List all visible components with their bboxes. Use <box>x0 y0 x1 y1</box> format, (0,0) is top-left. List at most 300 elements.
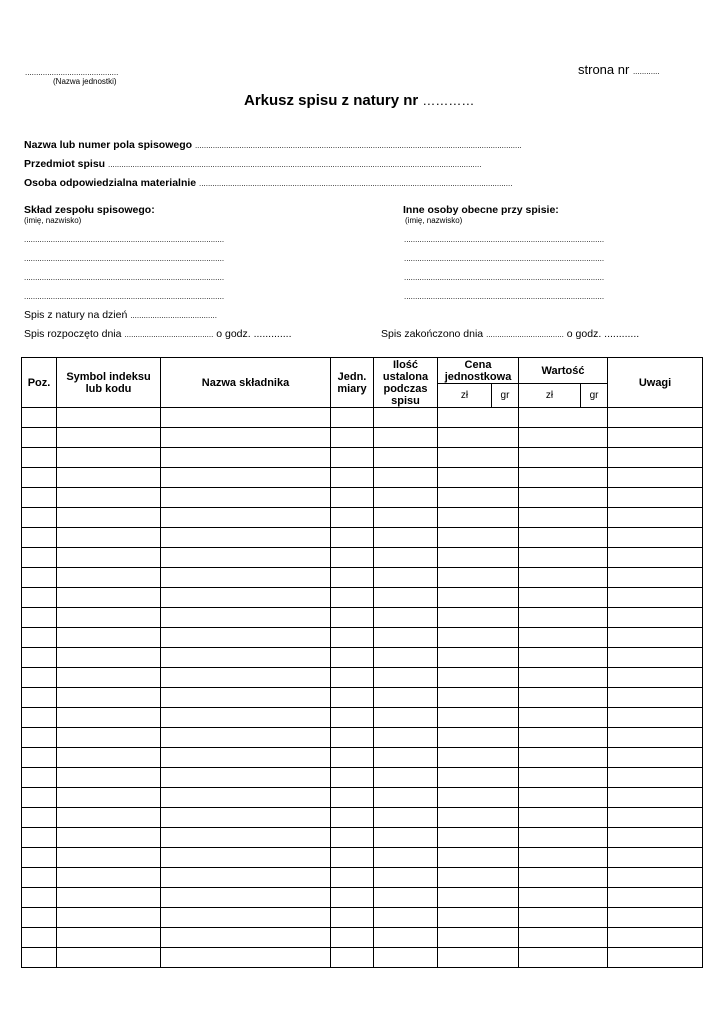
cell-poz[interactable] <box>22 888 57 908</box>
cell-nazwa[interactable] <box>161 628 331 648</box>
cell-nazwa[interactable] <box>161 768 331 788</box>
cell-poz[interactable] <box>22 608 57 628</box>
cell-nazwa[interactable] <box>161 448 331 468</box>
cell-jedn[interactable] <box>331 828 374 848</box>
cell-cena-gr[interactable] <box>492 868 519 888</box>
cell-nazwa[interactable] <box>161 488 331 508</box>
cell-ilosc[interactable] <box>374 468 438 488</box>
field-osoba-odpowiedzialna[interactable] <box>24 177 512 189</box>
cell-nazwa[interactable] <box>161 688 331 708</box>
cell-ilosc[interactable] <box>374 488 438 508</box>
cell-wartosc-zl[interactable] <box>519 908 581 928</box>
spis-na-dzien-dots[interactable]: ....................................... <box>130 311 217 320</box>
cell-uwagi[interactable] <box>608 788 703 808</box>
page-number-dots[interactable]: ............ <box>632 67 660 76</box>
cell-wartosc-gr[interactable] <box>581 448 608 468</box>
cell-cena-zl[interactable] <box>438 688 492 708</box>
cell-jedn[interactable] <box>331 488 374 508</box>
cell-cena-gr[interactable] <box>492 648 519 668</box>
cell-poz[interactable] <box>22 588 57 608</box>
spis-na-dzien[interactable] <box>24 309 217 321</box>
cell-nazwa[interactable] <box>161 788 331 808</box>
cell-ilosc[interactable] <box>374 908 438 928</box>
cell-cena-gr[interactable] <box>492 568 519 588</box>
cell-uwagi[interactable] <box>608 408 703 428</box>
cell-uwagi[interactable] <box>608 808 703 828</box>
cell-jedn[interactable] <box>331 408 374 428</box>
cell-poz[interactable] <box>22 688 57 708</box>
cell-poz[interactable] <box>22 568 57 588</box>
spis-rozpoczeto[interactable] <box>24 328 292 340</box>
cell-wartosc-zl[interactable] <box>519 528 581 548</box>
cell-symbol[interactable] <box>57 708 161 728</box>
cell-wartosc-gr[interactable] <box>581 668 608 688</box>
cell-wartosc-gr[interactable] <box>581 808 608 828</box>
cell-wartosc-zl[interactable] <box>519 648 581 668</box>
cell-nazwa[interactable] <box>161 708 331 728</box>
cell-wartosc-gr[interactable] <box>581 428 608 448</box>
cell-cena-gr[interactable] <box>492 728 519 748</box>
cell-cena-gr[interactable] <box>492 668 519 688</box>
cell-jedn[interactable] <box>331 728 374 748</box>
cell-poz[interactable] <box>22 628 57 648</box>
cell-nazwa[interactable] <box>161 748 331 768</box>
cell-jedn[interactable] <box>331 848 374 868</box>
cell-wartosc-zl[interactable] <box>519 748 581 768</box>
cell-nazwa[interactable] <box>161 808 331 828</box>
cell-uwagi[interactable] <box>608 908 703 928</box>
cell-wartosc-zl[interactable] <box>519 728 581 748</box>
cell-cena-gr[interactable] <box>492 608 519 628</box>
cell-nazwa[interactable] <box>161 728 331 748</box>
cell-uwagi[interactable] <box>608 428 703 448</box>
cell-nazwa[interactable] <box>161 948 331 968</box>
cell-ilosc[interactable] <box>374 728 438 748</box>
cell-cena-gr[interactable] <box>492 528 519 548</box>
spis-zakonczono-godz[interactable]: o godz. ............ <box>566 328 640 340</box>
cell-jedn[interactable] <box>331 808 374 828</box>
cell-jedn[interactable] <box>331 708 374 728</box>
cell-jedn[interactable] <box>331 688 374 708</box>
cell-cena-gr[interactable] <box>492 408 519 428</box>
cell-poz[interactable] <box>22 508 57 528</box>
cell-cena-gr[interactable] <box>492 548 519 568</box>
cell-uwagi[interactable] <box>608 688 703 708</box>
cell-cena-zl[interactable] <box>438 728 492 748</box>
cell-poz[interactable] <box>22 668 57 688</box>
unit-name-dots[interactable]: .......................................... <box>25 68 119 77</box>
cell-uwagi[interactable] <box>608 708 703 728</box>
sklad-line-2[interactable]: .......................................................................................... <box>24 254 225 263</box>
cell-cena-zl[interactable] <box>438 788 492 808</box>
cell-wartosc-gr[interactable] <box>581 868 608 888</box>
cell-symbol[interactable] <box>57 948 161 968</box>
cell-poz[interactable] <box>22 868 57 888</box>
cell-cena-zl[interactable] <box>438 448 492 468</box>
cell-jedn[interactable] <box>331 608 374 628</box>
cell-wartosc-gr[interactable] <box>581 548 608 568</box>
cell-wartosc-zl[interactable] <box>519 608 581 628</box>
title-number-dots[interactable]: ………… <box>422 93 475 108</box>
cell-wartosc-zl[interactable] <box>519 488 581 508</box>
sklad-line-4[interactable]: .......................................................................................... <box>24 292 225 301</box>
cell-poz[interactable] <box>22 848 57 868</box>
cell-poz[interactable] <box>22 908 57 928</box>
cell-ilosc[interactable] <box>374 708 438 728</box>
field-przedmiot-spisu[interactable] <box>24 158 481 170</box>
cell-wartosc-gr[interactable] <box>581 828 608 848</box>
cell-wartosc-zl[interactable] <box>519 508 581 528</box>
cell-wartosc-gr[interactable] <box>581 768 608 788</box>
cell-cena-zl[interactable] <box>438 708 492 728</box>
cell-symbol[interactable] <box>57 488 161 508</box>
cell-poz[interactable] <box>22 748 57 768</box>
cell-nazwa[interactable] <box>161 828 331 848</box>
cell-ilosc[interactable] <box>374 928 438 948</box>
field-pole-dots[interactable]: ................................................................................................................................................... <box>194 141 522 150</box>
cell-cena-gr[interactable] <box>492 788 519 808</box>
cell-cena-zl[interactable] <box>438 528 492 548</box>
sklad-line-3[interactable]: .......................................................................................... <box>24 273 225 282</box>
cell-nazwa[interactable] <box>161 468 331 488</box>
cell-jedn[interactable] <box>331 788 374 808</box>
cell-cena-gr[interactable] <box>492 468 519 488</box>
cell-nazwa[interactable] <box>161 588 331 608</box>
cell-symbol[interactable] <box>57 408 161 428</box>
cell-symbol[interactable] <box>57 548 161 568</box>
cell-wartosc-zl[interactable] <box>519 408 581 428</box>
cell-poz[interactable] <box>22 788 57 808</box>
cell-ilosc[interactable] <box>374 808 438 828</box>
cell-wartosc-zl[interactable] <box>519 668 581 688</box>
cell-jedn[interactable] <box>331 888 374 908</box>
field-przedmiot-dots[interactable]: ........................................................................................................................................................................ <box>108 160 482 169</box>
cell-uwagi[interactable] <box>608 728 703 748</box>
cell-nazwa[interactable] <box>161 528 331 548</box>
cell-poz[interactable] <box>22 728 57 748</box>
cell-poz[interactable] <box>22 408 57 428</box>
cell-symbol[interactable] <box>57 528 161 548</box>
cell-jedn[interactable] <box>331 928 374 948</box>
spis-zakonczono-dots[interactable]: ................................... <box>486 330 564 339</box>
cell-nazwa[interactable] <box>161 868 331 888</box>
cell-ilosc[interactable] <box>374 668 438 688</box>
cell-cena-gr[interactable] <box>492 628 519 648</box>
cell-nazwa[interactable] <box>161 568 331 588</box>
cell-cena-gr[interactable] <box>492 828 519 848</box>
cell-cena-zl[interactable] <box>438 648 492 668</box>
cell-symbol[interactable] <box>57 508 161 528</box>
cell-wartosc-zl[interactable] <box>519 788 581 808</box>
cell-ilosc[interactable] <box>374 788 438 808</box>
cell-cena-zl[interactable] <box>438 768 492 788</box>
cell-ilosc[interactable] <box>374 508 438 528</box>
cell-cena-gr[interactable] <box>492 768 519 788</box>
cell-symbol[interactable] <box>57 648 161 668</box>
cell-wartosc-gr[interactable] <box>581 888 608 908</box>
cell-wartosc-gr[interactable] <box>581 748 608 768</box>
cell-wartosc-zl[interactable] <box>519 848 581 868</box>
cell-ilosc[interactable] <box>374 428 438 448</box>
cell-wartosc-zl[interactable] <box>519 568 581 588</box>
cell-nazwa[interactable] <box>161 428 331 448</box>
cell-ilosc[interactable] <box>374 448 438 468</box>
cell-cena-gr[interactable] <box>492 888 519 908</box>
cell-cena-zl[interactable] <box>438 588 492 608</box>
cell-nazwa[interactable] <box>161 648 331 668</box>
cell-jedn[interactable] <box>331 868 374 888</box>
cell-ilosc[interactable] <box>374 688 438 708</box>
cell-symbol[interactable] <box>57 808 161 828</box>
cell-wartosc-zl[interactable] <box>519 888 581 908</box>
cell-jedn[interactable] <box>331 468 374 488</box>
cell-jedn[interactable] <box>331 908 374 928</box>
cell-poz[interactable] <box>22 648 57 668</box>
cell-ilosc[interactable] <box>374 948 438 968</box>
cell-wartosc-zl[interactable] <box>519 628 581 648</box>
cell-uwagi[interactable] <box>608 748 703 768</box>
cell-jedn[interactable] <box>331 528 374 548</box>
cell-symbol[interactable] <box>57 568 161 588</box>
cell-cena-zl[interactable] <box>438 828 492 848</box>
cell-poz[interactable] <box>22 808 57 828</box>
cell-cena-gr[interactable] <box>492 688 519 708</box>
cell-symbol[interactable] <box>57 928 161 948</box>
cell-jedn[interactable] <box>331 628 374 648</box>
cell-wartosc-zl[interactable] <box>519 768 581 788</box>
cell-cena-gr[interactable] <box>492 428 519 448</box>
cell-wartosc-gr[interactable] <box>581 408 608 428</box>
cell-poz[interactable] <box>22 428 57 448</box>
cell-jedn[interactable] <box>331 668 374 688</box>
cell-symbol[interactable] <box>57 668 161 688</box>
cell-cena-gr[interactable] <box>492 808 519 828</box>
cell-wartosc-zl[interactable] <box>519 468 581 488</box>
cell-symbol[interactable] <box>57 848 161 868</box>
cell-symbol[interactable] <box>57 748 161 768</box>
cell-cena-zl[interactable] <box>438 508 492 528</box>
cell-cena-zl[interactable] <box>438 948 492 968</box>
inne-line-2[interactable]: .......................................................................................... <box>404 254 605 263</box>
cell-uwagi[interactable] <box>608 928 703 948</box>
cell-ilosc[interactable] <box>374 628 438 648</box>
cell-symbol[interactable] <box>57 428 161 448</box>
cell-ilosc[interactable] <box>374 768 438 788</box>
cell-cena-gr[interactable] <box>492 848 519 868</box>
cell-wartosc-gr[interactable] <box>581 648 608 668</box>
cell-poz[interactable] <box>22 828 57 848</box>
cell-wartosc-gr[interactable] <box>581 908 608 928</box>
cell-uwagi[interactable] <box>608 508 703 528</box>
cell-poz[interactable] <box>22 548 57 568</box>
cell-wartosc-gr[interactable] <box>581 508 608 528</box>
cell-symbol[interactable] <box>57 628 161 648</box>
cell-jedn[interactable] <box>331 768 374 788</box>
cell-wartosc-zl[interactable] <box>519 828 581 848</box>
cell-cena-zl[interactable] <box>438 808 492 828</box>
cell-symbol[interactable] <box>57 728 161 748</box>
cell-cena-zl[interactable] <box>438 668 492 688</box>
cell-ilosc[interactable] <box>374 828 438 848</box>
cell-wartosc-zl[interactable] <box>519 688 581 708</box>
cell-wartosc-zl[interactable] <box>519 808 581 828</box>
cell-wartosc-gr[interactable] <box>581 928 608 948</box>
cell-symbol[interactable] <box>57 688 161 708</box>
cell-wartosc-zl[interactable] <box>519 928 581 948</box>
cell-cena-gr[interactable] <box>492 908 519 928</box>
cell-uwagi[interactable] <box>608 668 703 688</box>
cell-jedn[interactable] <box>331 428 374 448</box>
spis-zakonczono[interactable] <box>381 328 639 340</box>
cell-wartosc-gr[interactable] <box>581 608 608 628</box>
cell-wartosc-gr[interactable] <box>581 948 608 968</box>
cell-wartosc-gr[interactable] <box>581 728 608 748</box>
cell-symbol[interactable] <box>57 828 161 848</box>
cell-symbol[interactable] <box>57 908 161 928</box>
cell-wartosc-zl[interactable] <box>519 548 581 568</box>
cell-uwagi[interactable] <box>608 608 703 628</box>
cell-uwagi[interactable] <box>608 648 703 668</box>
cell-cena-zl[interactable] <box>438 548 492 568</box>
cell-wartosc-zl[interactable] <box>519 708 581 728</box>
cell-cena-gr[interactable] <box>492 588 519 608</box>
cell-symbol[interactable] <box>57 888 161 908</box>
cell-ilosc[interactable] <box>374 848 438 868</box>
cell-poz[interactable] <box>22 528 57 548</box>
cell-cena-zl[interactable] <box>438 888 492 908</box>
cell-uwagi[interactable] <box>608 888 703 908</box>
cell-wartosc-gr[interactable] <box>581 708 608 728</box>
cell-ilosc[interactable] <box>374 608 438 628</box>
cell-ilosc[interactable] <box>374 748 438 768</box>
cell-wartosc-gr[interactable] <box>581 588 608 608</box>
cell-symbol[interactable] <box>57 868 161 888</box>
cell-uwagi[interactable] <box>608 468 703 488</box>
cell-poz[interactable] <box>22 468 57 488</box>
cell-ilosc[interactable] <box>374 408 438 428</box>
cell-nazwa[interactable] <box>161 908 331 928</box>
cell-uwagi[interactable] <box>608 768 703 788</box>
cell-symbol[interactable] <box>57 468 161 488</box>
sklad-line-1[interactable]: .......................................................................................... <box>24 235 225 244</box>
cell-wartosc-gr[interactable] <box>581 628 608 648</box>
cell-nazwa[interactable] <box>161 408 331 428</box>
cell-wartosc-zl[interactable] <box>519 428 581 448</box>
cell-nazwa[interactable] <box>161 548 331 568</box>
cell-cena-gr[interactable] <box>492 748 519 768</box>
cell-uwagi[interactable] <box>608 448 703 468</box>
cell-cena-zl[interactable] <box>438 608 492 628</box>
inne-line-1[interactable]: .......................................................................................... <box>404 235 605 244</box>
cell-uwagi[interactable] <box>608 848 703 868</box>
spis-rozpoczeto-dots[interactable]: ........................................ <box>124 330 214 339</box>
cell-ilosc[interactable] <box>374 888 438 908</box>
cell-cena-zl[interactable] <box>438 488 492 508</box>
cell-wartosc-zl[interactable] <box>519 868 581 888</box>
cell-uwagi[interactable] <box>608 588 703 608</box>
cell-poz[interactable] <box>22 928 57 948</box>
cell-poz[interactable] <box>22 948 57 968</box>
cell-cena-gr[interactable] <box>492 448 519 468</box>
field-osoba-dots[interactable]: ............................................................................................................................................. <box>199 179 513 188</box>
cell-symbol[interactable] <box>57 588 161 608</box>
cell-wartosc-gr[interactable] <box>581 688 608 708</box>
cell-jedn[interactable] <box>331 508 374 528</box>
cell-nazwa[interactable] <box>161 928 331 948</box>
cell-nazwa[interactable] <box>161 608 331 628</box>
cell-ilosc[interactable] <box>374 868 438 888</box>
cell-cena-zl[interactable] <box>438 628 492 648</box>
cell-symbol[interactable] <box>57 608 161 628</box>
cell-uwagi[interactable] <box>608 628 703 648</box>
cell-wartosc-zl[interactable] <box>519 948 581 968</box>
cell-cena-zl[interactable] <box>438 748 492 768</box>
cell-jedn[interactable] <box>331 948 374 968</box>
cell-ilosc[interactable] <box>374 588 438 608</box>
cell-ilosc[interactable] <box>374 528 438 548</box>
cell-poz[interactable] <box>22 708 57 728</box>
cell-poz[interactable] <box>22 768 57 788</box>
cell-cena-zl[interactable] <box>438 848 492 868</box>
spis-rozpoczeto-godz[interactable]: o godz. ............. <box>216 328 292 340</box>
cell-cena-gr[interactable] <box>492 708 519 728</box>
cell-ilosc[interactable] <box>374 568 438 588</box>
cell-jedn[interactable] <box>331 648 374 668</box>
cell-cena-zl[interactable] <box>438 468 492 488</box>
cell-cena-zl[interactable] <box>438 928 492 948</box>
cell-cena-zl[interactable] <box>438 568 492 588</box>
cell-cena-gr[interactable] <box>492 948 519 968</box>
cell-cena-gr[interactable] <box>492 928 519 948</box>
cell-uwagi[interactable] <box>608 528 703 548</box>
cell-uwagi[interactable] <box>608 868 703 888</box>
cell-nazwa[interactable] <box>161 888 331 908</box>
cell-uwagi[interactable] <box>608 488 703 508</box>
cell-cena-zl[interactable] <box>438 428 492 448</box>
cell-symbol[interactable] <box>57 768 161 788</box>
cell-ilosc[interactable] <box>374 548 438 568</box>
cell-wartosc-gr[interactable] <box>581 568 608 588</box>
cell-wartosc-gr[interactable] <box>581 468 608 488</box>
cell-wartosc-gr[interactable] <box>581 848 608 868</box>
cell-cena-gr[interactable] <box>492 508 519 528</box>
cell-wartosc-gr[interactable] <box>581 488 608 508</box>
inne-line-3[interactable]: .......................................................................................... <box>404 273 605 282</box>
cell-uwagi[interactable] <box>608 948 703 968</box>
inne-line-4[interactable]: .......................................................................................... <box>404 292 605 301</box>
cell-ilosc[interactable] <box>374 648 438 668</box>
cell-uwagi[interactable] <box>608 548 703 568</box>
cell-uwagi[interactable] <box>608 828 703 848</box>
cell-jedn[interactable] <box>331 568 374 588</box>
field-pole-spisowe[interactable] <box>24 139 522 151</box>
cell-nazwa[interactable] <box>161 668 331 688</box>
cell-cena-gr[interactable] <box>492 488 519 508</box>
cell-jedn[interactable] <box>331 588 374 608</box>
cell-jedn[interactable] <box>331 748 374 768</box>
cell-wartosc-zl[interactable] <box>519 448 581 468</box>
cell-wartosc-zl[interactable] <box>519 588 581 608</box>
cell-wartosc-gr[interactable] <box>581 528 608 548</box>
cell-symbol[interactable] <box>57 448 161 468</box>
cell-nazwa[interactable] <box>161 848 331 868</box>
cell-wartosc-gr[interactable] <box>581 788 608 808</box>
cell-uwagi[interactable] <box>608 568 703 588</box>
cell-symbol[interactable] <box>57 788 161 808</box>
cell-cena-zl[interactable] <box>438 908 492 928</box>
cell-nazwa[interactable] <box>161 508 331 528</box>
cell-cena-zl[interactable] <box>438 408 492 428</box>
